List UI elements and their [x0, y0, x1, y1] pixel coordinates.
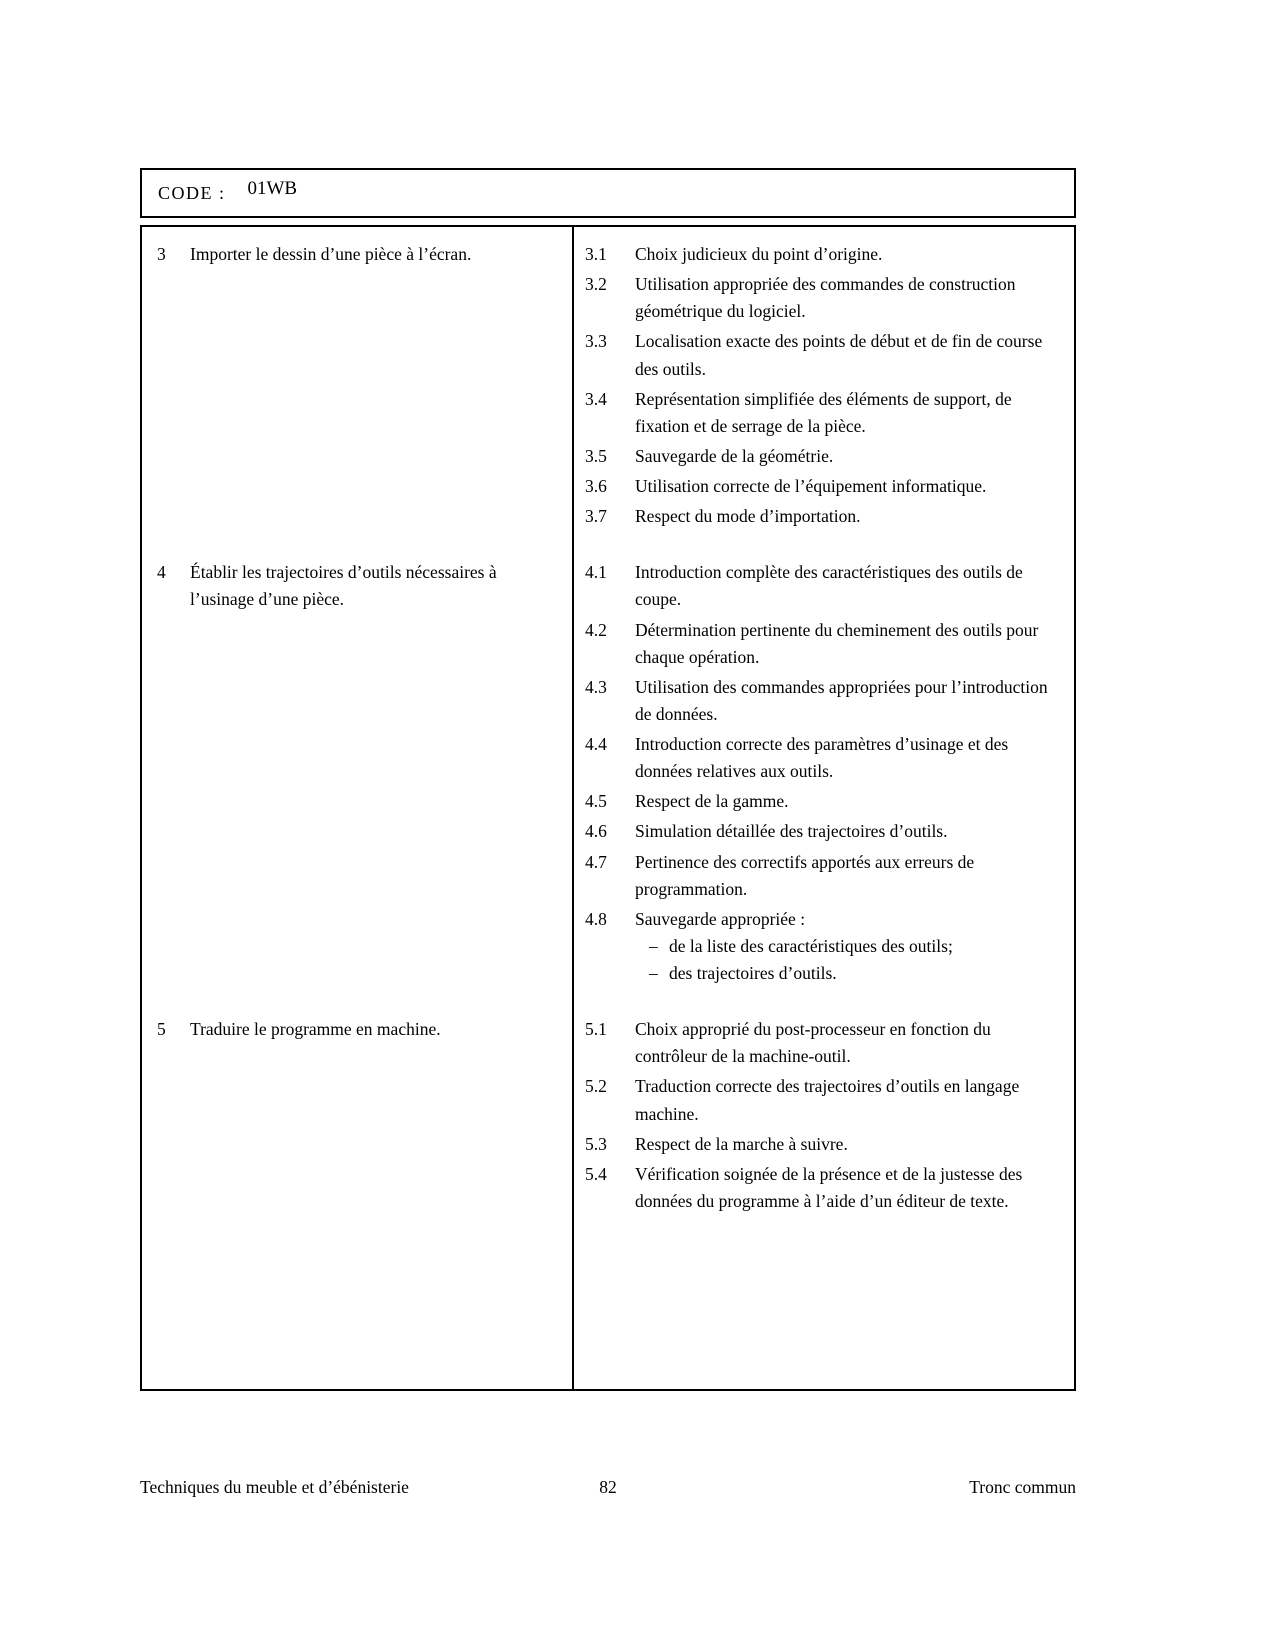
objective-number: 5 — [157, 1019, 166, 1040]
code-box — [140, 168, 1076, 218]
criterion-number: 4.2 — [585, 619, 607, 640]
criterion-number: 4.8 — [585, 908, 607, 929]
criterion-number: 3.5 — [585, 445, 607, 466]
table-row — [142, 559, 1074, 990]
criterion-number: 5.2 — [585, 1076, 607, 1097]
objective-number: 4 — [157, 562, 166, 583]
criterion-number: 3.7 — [585, 506, 607, 527]
criterion-sub-item — [635, 960, 1060, 987]
criterion-text: Utilisation des commandes appropriées pour l’introduction de données. — [635, 676, 1048, 724]
objective-cell — [142, 1016, 572, 1043]
table-row — [142, 241, 1074, 533]
criterion-text: Représentation simplifiée des éléments de support, de fixation et de serrage de la pièce. — [635, 388, 1012, 436]
page-number: 82 — [599, 1477, 617, 1497]
footer-program-title: Techniques du meuble et d’ébénisterie — [140, 1477, 409, 1497]
dash-bullet: – — [649, 935, 658, 956]
objective-text: Importer le dessin d’une pièce à l’écran. — [190, 244, 472, 264]
code-value: 01WB — [247, 178, 298, 199]
criterion-number: 5.1 — [585, 1019, 607, 1040]
objective-cell — [142, 559, 572, 613]
criterion — [585, 1131, 1060, 1158]
column-divider — [572, 227, 574, 1389]
objective-text: Traduire le programme en machine. — [190, 1019, 441, 1040]
criterion-number: 4.3 — [585, 676, 607, 697]
criterion-number: 4.1 — [585, 562, 607, 583]
criterion — [585, 674, 1060, 728]
objective-text: Établir les trajectoires d’outils nécessaires à l’usinage d’une pièce. — [190, 562, 497, 610]
document-page — [140, 168, 1076, 1391]
criterion — [585, 1161, 1060, 1215]
criterion — [585, 386, 1060, 440]
criterion-number: 3.4 — [585, 388, 607, 409]
criterion-text: Utilisation appropriée des commandes de construction géométrique du logiciel. — [635, 274, 1016, 322]
criterion-number: 4.7 — [585, 851, 607, 872]
criterion — [585, 443, 1060, 470]
criterion — [585, 1073, 1060, 1127]
criterion — [585, 1016, 1060, 1070]
criterion-text: Respect de la gamme. — [635, 791, 789, 812]
criteria-cell — [572, 241, 1074, 533]
dash-bullet: – — [649, 963, 658, 983]
criterion-text: Simulation détaillée des trajectoires d’outils. — [635, 821, 948, 842]
code-label: CODE : — [158, 182, 226, 203]
criterion — [585, 906, 1060, 987]
table-row — [142, 1016, 1074, 1218]
criteria-cell — [572, 1016, 1074, 1218]
criterion — [585, 241, 1060, 268]
criterion-text: Utilisation correcte de l’équipement informatique. — [635, 476, 987, 496]
criterion-number: 3.6 — [585, 476, 607, 496]
criterion-number: 4.4 — [585, 734, 607, 754]
criterion-text: Sauvegarde appropriée : — [635, 908, 806, 929]
criterion-text: Localisation exacte des points de début et de fin de course des outils. — [635, 331, 1043, 379]
footer-section-title: Tronc commun — [969, 1477, 1076, 1497]
criterion-text: Introduction correcte des paramètres d’usinage et des données relatives aux outils. — [635, 734, 1009, 782]
criterion-number: 5.4 — [585, 1163, 607, 1184]
criterion-number: 5.3 — [585, 1133, 607, 1154]
criterion — [585, 559, 1060, 613]
criterion-text: Respect du mode d’importation. — [635, 506, 861, 527]
criterion — [585, 473, 1060, 500]
criterion-number: 3.1 — [585, 244, 607, 264]
criterion-text: Choix approprié du post-processeur en fonction du contrôleur de la machine-outil. — [635, 1019, 991, 1067]
criterion — [585, 503, 1060, 530]
criterion-text: Traduction correcte des trajectoires d’outils en langage machine. — [635, 1076, 1020, 1124]
criterion — [585, 617, 1060, 671]
criterion-text: Choix judicieux du point d’origine. — [635, 244, 883, 264]
criterion — [585, 731, 1060, 785]
criterion-number: 3.3 — [585, 331, 607, 352]
objective-number: 3 — [157, 244, 166, 264]
criterion — [585, 271, 1060, 325]
sub-item-text: de la liste des caractéristiques des outils; — [669, 935, 953, 956]
criterion-text: Détermination pertinente du cheminement des outils pour chaque opération. — [635, 619, 1039, 667]
criterion — [585, 328, 1060, 382]
criterion-number: 3.2 — [585, 274, 607, 295]
criterion-text: Introduction complète des caractéristiques des outils de coupe. — [635, 562, 1023, 610]
criterion-number: 4.5 — [585, 791, 607, 812]
criterion-text: Vérification soignée de la présence et de la justesse des données du programme à l’aide d’un éditeur de texte. — [635, 1163, 1023, 1211]
criterion — [585, 818, 1060, 845]
criteria-table — [140, 225, 1076, 1391]
criteria-cell — [572, 559, 1074, 990]
criterion-text: Sauvegarde de la géométrie. — [635, 445, 834, 466]
criterion-text: Pertinence des correctifs apportés aux erreurs de programmation. — [635, 851, 975, 899]
objective-cell — [142, 241, 572, 268]
criterion — [585, 788, 1060, 815]
sub-item-text: des trajectoires d’outils. — [669, 963, 837, 983]
criterion-sub-item — [635, 933, 1060, 960]
criterion-text: Respect de la marche à suivre. — [635, 1133, 848, 1154]
criterion-number: 4.6 — [585, 821, 607, 842]
criterion — [585, 849, 1060, 903]
